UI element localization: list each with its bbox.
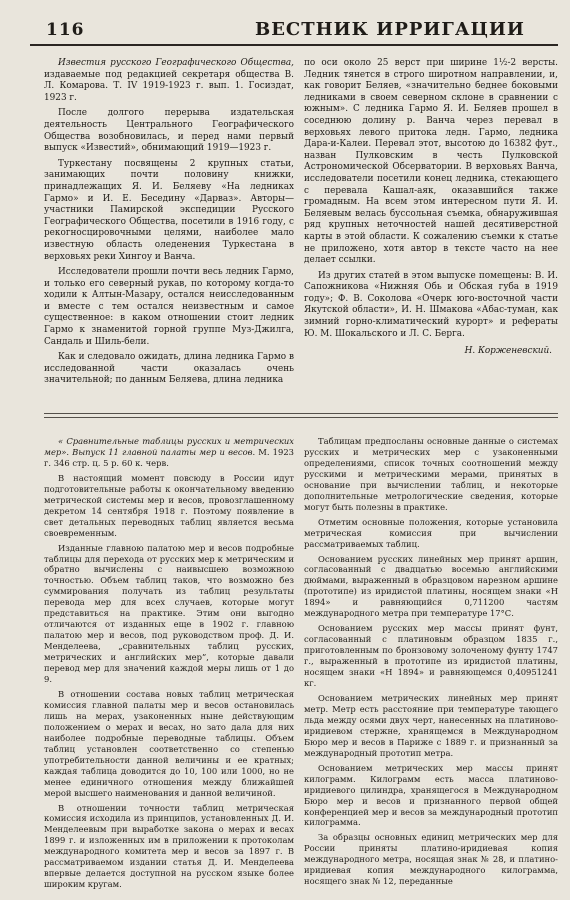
review2-title: « Сравнительные таблицы русских и метрических мер». Выпуск 11 главной палаты мер и весов.: [44, 436, 294, 457]
review1-column-right: [304, 58, 558, 358]
review2-paragraph: В отношении точности таблиц метрическая комиссия исходила из принципов, установленных Д. И. Менделеевым при выработке закона о мерах и весах 1899 г. и изложенных им в приложении к протоколам международного комитета мер и весов за 1897 г. В рассматриваемом издании статья Д. И. Менделеева впервые делается доступной на русском языке более широким кругам.: [44, 802, 294, 890]
review2-column-left: [44, 436, 294, 894]
review1-heading: [44, 58, 294, 104]
review2-paragraph: В настоящий момент повсюду в России идут подготовительные работы к окончательному введению метрической системы мер и весов, провозглашенному декретом 14 сентября 1918 г. Поэтому появление в свет детальных переводных таблиц является весьма своевременным.: [44, 472, 294, 538]
review1-paragraph: После долгого перерыва издательская деятельность Центрального Географического Общества возобновилась, и перед нами первый выпуск «Известий», обнимающий 1919—1923 г.: [44, 108, 294, 154]
review1-paragraph: по оси около 25 верст при ширине 1½-2 версты. Ледник тянется в строго широтном направлении, и, как говорит Беляев, «значительно беднее боковыми ледниками в своем северном склоне в сравнении с южным». С ледника Гармо Я. И. Беляев прошел в соседнюю долину р. Ванча через перевал в верховьях левого притока ледн. Гармо, ледника Дара-и-Калеи. Перевал этот, высотою до 16382 фут., назван Пулковским в честь Пулковской Астрономической Обсерватории. В верховьях Ванча, исследователи посетили конец ледника, стекающего с перевала Кашал-аяк, оказавшийся также громадным. На всем этом интересном пути Я. И. Беляевым велась буссольная съемка, обнаружившая ряд крупных неточностей нашей десятиверстной карты в этой области. К сожалению съемки к статье не приложено, хотя автор в тексте часто на нее делает ссылки.: [304, 58, 558, 266]
review1-signature: Н. Корженевский.: [464, 346, 552, 357]
review2-paragraph: Отметим основные положения, которые установила метрическая комиссия при вычислении рассматриваемых таблиц.: [304, 516, 558, 549]
review2-paragraph: Основанием метрических мер массы принят килограмм. Килограмм есть масса платиново-иридиевого цилиндра, хранящегося в Международном Бюро мер и весов и признанного первой общей конференцией мер и весов за международный прототип килограмма.: [304, 762, 558, 828]
review1-paragraph: Как и следовало ожидать, длина ледника Гармо в исследованной части оказалась очень значительной; по данным Беляева, длина ледника: [44, 352, 294, 386]
page-number: 116: [46, 20, 85, 40]
review2-paragraph: Изданные главною палатою мер и весов подробные таблицы для перехода от русских мер к метрическим и обратно вычислены с наивысшею возможною точностью. Объем таблиц таков, что возможно без суммирования получать из таблиц результаты перевода мер для всех случаев, которые могут представиться на практике. Этим они выгодно отличаются от изданных еще в 1902 г. главною палатою мер и весов, под руководством проф. Д. И. Менделеева, „сравнительных таблиц русских, метрических и английских мер”, которые давали перевод мер для значений каждой меры лишь от 1 до 9.: [44, 542, 294, 685]
review1-paragraph: Туркестану посвящены 2 крупных статьи, занимающих почти половину книжки, принадлежащих Я. И. Беляеву «На ледниках Гармо» и И. Е. Беседину «Дарваз». Авторы—участники Памирской экспедиции Русского Географического Общества, посетили в 1916 году, с рекогносцировочными целями, наиболее мало известную область оледенения Туркестана в верховьях реки Хингоу и Ванча.: [44, 158, 294, 262]
review2-paragraph: В отношении состава новых таблиц метрическая комиссия главной палаты мер и весов остановилась лишь на мерах, узаконенных ныне действующим положением о мерах и весах, но зато дала для них наиболее подробные переводные таблицы. Объем таблиц установлен соответственно со степенью употребительности данной величины и ее кратных; каждая таблица доводится до 10, 100 или 1000, но не менее единичного отношения между ближайшей мерой высшего наименования и данной величиной.: [44, 688, 294, 798]
journal-title: ВЕСТНИК ИРРИГАЦИИ: [255, 19, 525, 40]
review1-column-left: [44, 58, 294, 391]
review1-paragraph: Исследователи прошли почти весь ледник Гармо, и только его северный рукав, по которому когда-то ходили к Алтын-Мазару, остался неисследованным и вместе с тем остался неизвестным и самое существенное: в каком отношении стоит ледник Гармо к знаменитой горной группе Муз-Джилга, Сандаль и Шиль-бели.: [44, 267, 294, 347]
review2-paragraph: Основанием метрических линейных мер принят метр. Метр есть расстояние при температуре тающего льда между осями двух черт, нанесенных на платиново-иридиевом стержне, хранящемся в Международном Бюро мер и весов в Париже с 1889 г. и признанный за международный прототип метра.: [304, 692, 558, 758]
review2-column-right: [304, 436, 558, 891]
review1-title: Известия русского Географического Общества,: [58, 58, 294, 68]
review1-paragraph: Из других статей в этом выпуске помещены: В. И. Сапожникова «Нижняя Обь и Обская губа в 1919 году»; Ф. В. Соколова «Очерк юго-восточной части Якутской области», И. Н. Шмакова «Абас-туман, как зимний горно-климатический курорт» и рефераты Ю. М. Шокальского и Л. С. Берга.: [304, 270, 558, 339]
section-divider: [44, 417, 558, 418]
review2-heading: [44, 436, 294, 469]
section-divider: [44, 413, 558, 414]
review2-paragraph: Основанием русских мер массы принят фунт, согласованный с платиновым образцом 1835 г., приготовленным по бронзовому золоченому фунту 1747 г., выраженный в прототипе из иридистой платины, носящем знаки «Н 1894» и равняющемся 0,40951241 кг.: [304, 623, 558, 689]
review2-paragraph: Основанием русских линейных мер принят аршин, согласованный с двадцатью восемью английскими дюймами, выраженный в образцовом нарезном аршине (прототипе) из иридистой платины, носящем знаки «Н 1894» и равняющийся 0,711200 частям международного метра при температуре 17°С.: [304, 553, 558, 619]
review2-paragraph: За образцы основных единиц метрических мер для России приняты платино-иридиевая копия международного метра, носящая знак № 28, и платино-иридиевая копия международного килограмма, носящего знак № 12, переданные: [304, 832, 558, 887]
review1-biblio: издаваемые под редакцией секретаря общества В. Л. Комарова. Т. IV 1919-1923 г. вып. 1. Госиздат, 1923 г.: [44, 69, 294, 103]
review2-paragraph: Таблицам предпосланы основные данные о системах русских и метрических мер с узаконенными определениями, список точных соотношений между русскими и метрическими мерами, принятых в основание при вычислении таблиц, и некоторые дополнительные метрологические сведения, которые могут быть полезны в практике.: [304, 436, 558, 512]
review2-biblio: М. 1923 г. 346 стр. ц. 5 р. 60 к. черв.: [44, 446, 294, 468]
page-header: [30, 18, 558, 46]
